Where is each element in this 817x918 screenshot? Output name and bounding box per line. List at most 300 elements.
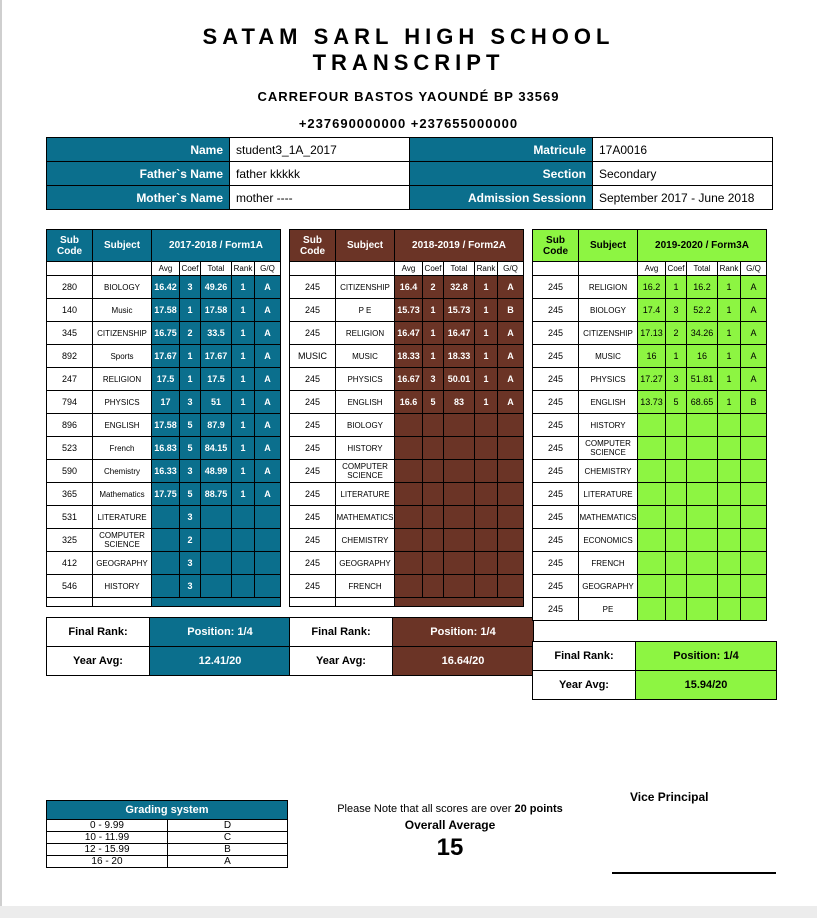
subject-code: 325: [47, 529, 93, 552]
avg-cell: 16.42: [152, 276, 180, 299]
subject-code: 245: [290, 391, 336, 414]
gq-cell: [741, 437, 767, 460]
gq-cell: [741, 506, 767, 529]
school-phones: +237690000000 +237655000000: [298, 116, 519, 131]
total-cell: [444, 437, 475, 460]
total-cell: 84.15: [201, 437, 232, 460]
avg-cell: 16.67: [395, 368, 423, 391]
gq-cell: A: [255, 368, 281, 391]
subject-code: 245: [290, 506, 336, 529]
subject-code: 245: [533, 276, 579, 299]
total-cell: 16.2: [687, 276, 718, 299]
total-cell: 88.75: [201, 483, 232, 506]
rank-cell: 1: [718, 322, 741, 345]
subject-name: MATHEMATICS: [336, 506, 395, 529]
coef-cell: [423, 437, 444, 460]
subject-name: ENGLISH: [579, 391, 638, 414]
gq-header: G/Q: [498, 262, 524, 276]
total-cell: 15.73: [444, 299, 475, 322]
matricule-value: 17A0016: [593, 138, 773, 162]
rank-cell: 1: [232, 276, 255, 299]
grade-letter: A: [168, 856, 288, 868]
grade-letter: B: [168, 844, 288, 856]
subject-name: PHYSICS: [336, 368, 395, 391]
gq-cell: [255, 506, 281, 529]
subject-name: RELIGION: [93, 368, 152, 391]
avg-cell: 18.33: [395, 345, 423, 368]
total-cell: [687, 598, 718, 621]
table-row: [290, 437, 524, 460]
rank-cell: [718, 598, 741, 621]
admission-value: September 2017 - June 2018: [593, 186, 773, 210]
rank-cell: 1: [475, 345, 498, 368]
subject-code: 245: [533, 529, 579, 552]
rank-cell: 1: [475, 368, 498, 391]
table-row: [47, 437, 281, 460]
document-title: TRANSCRIPT: [312, 50, 505, 75]
rank-header: Rank: [232, 262, 255, 276]
total-cell: 18.33: [444, 345, 475, 368]
rank-cell: 1: [232, 345, 255, 368]
subject-code: 245: [290, 276, 336, 299]
total-cell: [444, 460, 475, 483]
subject-code: 245: [533, 483, 579, 506]
total-cell: [444, 552, 475, 575]
coef-cell: 1: [666, 345, 687, 368]
blank-cell: [47, 598, 93, 607]
total-cell: 50.01: [444, 368, 475, 391]
subject-name: ENGLISH: [93, 414, 152, 437]
total-cell: [687, 437, 718, 460]
table-row: [47, 575, 281, 598]
gq-cell: B: [741, 391, 767, 414]
gq-cell: [498, 529, 524, 552]
total-cell: 34.26: [687, 322, 718, 345]
table-row: [290, 506, 524, 529]
blank-cell: [395, 598, 524, 607]
gq-cell: [498, 506, 524, 529]
table-row: [47, 299, 281, 322]
subject-code: 245: [290, 322, 336, 345]
coef-cell: [423, 414, 444, 437]
table-row: [533, 506, 767, 529]
subject-name: CHEMISTRY: [336, 529, 395, 552]
father-value: father kkkkk: [230, 162, 410, 186]
avg-cell: [152, 529, 180, 552]
rank-cell: [718, 460, 741, 483]
avg-cell: [395, 460, 423, 483]
subject-code: 245: [533, 414, 579, 437]
subject-name: COMPUTER SCIENCE: [336, 460, 395, 483]
avg-cell: [395, 483, 423, 506]
blank-cell: [290, 262, 336, 276]
avg-cell: 17.13: [638, 322, 666, 345]
coef-cell: 3: [666, 299, 687, 322]
gq-cell: A: [255, 276, 281, 299]
grade-range: 10 - 11.99: [47, 832, 168, 844]
gq-cell: [255, 575, 281, 598]
table-row: [47, 552, 281, 575]
subject-name: LITERATURE: [336, 483, 395, 506]
blank-cell: [47, 262, 93, 276]
coef-cell: [423, 529, 444, 552]
coef-cell: 5: [180, 414, 201, 437]
table-row: [47, 460, 281, 483]
overall-average-label: Overall Average: [404, 818, 496, 832]
coef-cell: 3: [180, 460, 201, 483]
coef-cell: [666, 506, 687, 529]
blank-cell: [336, 262, 395, 276]
name-label: Name: [47, 138, 230, 162]
grade-range: 12 - 15.99: [47, 844, 168, 856]
score-note-bold: 20 points: [514, 803, 563, 815]
gq-cell: [741, 414, 767, 437]
coef-cell: 1: [180, 368, 201, 391]
subject-code: 365: [47, 483, 93, 506]
rank-header: Rank: [718, 262, 741, 276]
coef-cell: [423, 552, 444, 575]
year-avg-value: 16.64/20: [393, 647, 534, 676]
avg-cell: 17.27: [638, 368, 666, 391]
table-row: [533, 483, 767, 506]
avg-cell: [638, 575, 666, 598]
section-label: Section: [410, 162, 593, 186]
avg-cell: 16.6: [395, 391, 423, 414]
rank-cell: 1: [718, 345, 741, 368]
total-cell: [444, 575, 475, 598]
rank-cell: [232, 529, 255, 552]
final-rank-value: Position: 1/4: [393, 618, 534, 647]
father-label: Father`s Name: [47, 162, 230, 186]
subject-name: LITERATURE: [93, 506, 152, 529]
avg-cell: 16.83: [152, 437, 180, 460]
subject-name: P E: [336, 299, 395, 322]
coef-cell: [666, 460, 687, 483]
table-row: [47, 368, 281, 391]
table-row: [47, 276, 281, 299]
subject-name: CITIZENSHIP: [579, 322, 638, 345]
total-cell: 33.5: [201, 322, 232, 345]
total-cell: 49.26: [201, 276, 232, 299]
avg-cell: [395, 437, 423, 460]
table-row: [290, 552, 524, 575]
school-address: CARREFOUR BASTOS YAOUNDÉ BP 33569: [257, 89, 560, 104]
subject-code: 892: [47, 345, 93, 368]
rank-cell: [475, 483, 498, 506]
rank-cell: [718, 529, 741, 552]
rank-cell: 1: [718, 276, 741, 299]
total-cell: 52.2: [687, 299, 718, 322]
subject-name: BIOLOGY: [336, 414, 395, 437]
mother-value: mother ----: [230, 186, 410, 210]
coef-cell: 3: [180, 575, 201, 598]
rank-cell: 1: [475, 391, 498, 414]
grade-letter: C: [168, 832, 288, 844]
gq-cell: [741, 552, 767, 575]
overall-average-value: 15: [436, 834, 464, 861]
total-cell: 32.8: [444, 276, 475, 299]
subject-name: Mathematics: [93, 483, 152, 506]
subject-name: Music: [93, 299, 152, 322]
table-row: [47, 414, 281, 437]
year-table-3: [532, 229, 767, 621]
table-row: [533, 322, 767, 345]
subject-name: RELIGION: [336, 322, 395, 345]
rank-cell: [718, 483, 741, 506]
subject-code: 245: [533, 598, 579, 621]
coef-cell: 1: [423, 345, 444, 368]
total-cell: 83: [444, 391, 475, 414]
rank-cell: [475, 506, 498, 529]
page-bottom-edge: [0, 906, 817, 918]
rank-cell: [718, 437, 741, 460]
table-row: [533, 391, 767, 414]
avg-cell: [395, 575, 423, 598]
table-row: [47, 391, 281, 414]
table-row: [47, 529, 281, 552]
rank-cell: 1: [232, 299, 255, 322]
total-cell: 87.9: [201, 414, 232, 437]
table-row: [290, 299, 524, 322]
subcode-header: Sub Code: [47, 230, 93, 262]
rank-cell: [475, 414, 498, 437]
avg-header: Avg: [152, 262, 180, 276]
rank-cell: [232, 575, 255, 598]
coef-cell: [666, 598, 687, 621]
gq-cell: A: [498, 345, 524, 368]
subject-code: 245: [533, 460, 579, 483]
gq-cell: [498, 414, 524, 437]
subject-name: HISTORY: [93, 575, 152, 598]
page-left-edge: [0, 0, 2, 918]
avg-cell: 16.47: [395, 322, 423, 345]
total-cell: [201, 575, 232, 598]
subject-name: COMPUTER SCIENCE: [579, 437, 638, 460]
rank-cell: 1: [232, 483, 255, 506]
subject-code: 245: [290, 414, 336, 437]
section-value: Secondary: [593, 162, 773, 186]
subject-code: 523: [47, 437, 93, 460]
subject-name: COMPUTER SCIENCE: [93, 529, 152, 552]
coef-cell: [666, 575, 687, 598]
coef-cell: [423, 483, 444, 506]
gq-cell: A: [255, 391, 281, 414]
total-cell: [687, 552, 718, 575]
subject-name: MATHEMATICS: [579, 506, 638, 529]
subject-name: CHEMISTRY: [579, 460, 638, 483]
total-header: Total: [201, 262, 232, 276]
year-summary-2: [289, 617, 534, 676]
table-row: [533, 529, 767, 552]
rank-cell: 1: [718, 299, 741, 322]
subject-name: Chemistry: [93, 460, 152, 483]
table-row: [533, 437, 767, 460]
rank-cell: [718, 552, 741, 575]
total-cell: 48.99: [201, 460, 232, 483]
gq-header: G/Q: [741, 262, 767, 276]
subject-code: 245: [533, 506, 579, 529]
grading-system-table: [46, 800, 288, 868]
total-cell: [444, 483, 475, 506]
signature-line: [612, 872, 776, 874]
table-row: [290, 414, 524, 437]
final-rank-label: Final Rank:: [290, 618, 393, 647]
subcode-header: Sub Code: [533, 230, 579, 262]
subject-code: 245: [533, 322, 579, 345]
rank-cell: [475, 575, 498, 598]
gq-cell: A: [741, 345, 767, 368]
student-info-table: [46, 137, 773, 210]
subject-code: 140: [47, 299, 93, 322]
rank-cell: [475, 437, 498, 460]
mother-label: Mother`s Name: [47, 186, 230, 210]
avg-cell: 16: [638, 345, 666, 368]
table-row: [290, 322, 524, 345]
gq-cell: A: [741, 322, 767, 345]
subject-code: 245: [533, 552, 579, 575]
final-rank-value: Position: 1/4: [150, 618, 291, 647]
avg-cell: [638, 483, 666, 506]
avg-cell: [638, 552, 666, 575]
avg-cell: 16.33: [152, 460, 180, 483]
coef-cell: [666, 529, 687, 552]
year-avg-value: 15.94/20: [636, 671, 777, 700]
year-summary-3: [532, 641, 777, 700]
subject-name: FRENCH: [579, 552, 638, 575]
avg-cell: 13.73: [638, 391, 666, 414]
total-cell: [444, 414, 475, 437]
table-row: [533, 460, 767, 483]
table-row: [533, 345, 767, 368]
subject-name: ECONOMICS: [579, 529, 638, 552]
name-value: student3_1A_2017: [230, 138, 410, 162]
grade-letter: D: [168, 820, 288, 832]
coef-cell: 2: [666, 322, 687, 345]
year-avg-label: Year Avg:: [47, 647, 150, 676]
table-row: [47, 322, 281, 345]
avg-cell: [638, 414, 666, 437]
subject-code: 794: [47, 391, 93, 414]
subject-name: GEOGRAPHY: [93, 552, 152, 575]
coef-cell: 3: [180, 506, 201, 529]
total-cell: [201, 529, 232, 552]
rank-cell: 1: [232, 391, 255, 414]
rank-cell: [232, 506, 255, 529]
gq-cell: A: [255, 299, 281, 322]
total-cell: 17.67: [201, 345, 232, 368]
avg-cell: 17.4: [638, 299, 666, 322]
gq-cell: A: [498, 368, 524, 391]
coef-cell: 3: [180, 391, 201, 414]
avg-cell: 17.58: [152, 414, 180, 437]
grade-range: 0 - 9.99: [47, 820, 168, 832]
blank-cell: [93, 262, 152, 276]
subject-code: 280: [47, 276, 93, 299]
total-cell: [687, 414, 718, 437]
avg-header: Avg: [395, 262, 423, 276]
subject-name: CITIZENSHIP: [93, 322, 152, 345]
gq-cell: [255, 529, 281, 552]
subject-name: Sports: [93, 345, 152, 368]
subject-header: Subject: [336, 230, 395, 262]
subject-name: HISTORY: [336, 437, 395, 460]
total-cell: [201, 506, 232, 529]
coef-cell: 5: [666, 391, 687, 414]
year-avg-label: Year Avg:: [290, 647, 393, 676]
table-row: [533, 414, 767, 437]
rank-header: Rank: [475, 262, 498, 276]
avg-cell: 17.5: [152, 368, 180, 391]
coef-cell: 2: [180, 322, 201, 345]
final-rank-value: Position: 1/4: [636, 642, 777, 671]
coef-cell: 3: [180, 276, 201, 299]
subject-name: French: [93, 437, 152, 460]
year-title: 2017-2018 / Form1A: [152, 230, 281, 262]
gq-cell: A: [255, 414, 281, 437]
subject-name: ENGLISH: [336, 391, 395, 414]
table-row: [533, 299, 767, 322]
gq-cell: A: [255, 345, 281, 368]
table-row: [290, 368, 524, 391]
rank-cell: 1: [232, 414, 255, 437]
avg-cell: [395, 552, 423, 575]
gq-cell: [741, 460, 767, 483]
rank-cell: 1: [475, 276, 498, 299]
avg-cell: [638, 529, 666, 552]
gq-cell: A: [255, 322, 281, 345]
total-cell: [444, 506, 475, 529]
avg-cell: [395, 529, 423, 552]
total-cell: [687, 575, 718, 598]
subject-code: 245: [290, 575, 336, 598]
avg-cell: [638, 598, 666, 621]
rank-cell: [232, 552, 255, 575]
blank-cell: [533, 262, 579, 276]
table-row: [533, 575, 767, 598]
coef-cell: 2: [423, 276, 444, 299]
avg-cell: 17: [152, 391, 180, 414]
grade-range: 16 - 20: [47, 856, 168, 868]
rank-cell: [718, 506, 741, 529]
gq-cell: [498, 575, 524, 598]
total-cell: 51.81: [687, 368, 718, 391]
avg-cell: [395, 414, 423, 437]
blank-cell: [579, 262, 638, 276]
coef-cell: [666, 414, 687, 437]
table-row: [47, 345, 281, 368]
final-rank-label: Final Rank:: [533, 642, 636, 671]
table-row: [533, 598, 767, 621]
total-cell: [687, 529, 718, 552]
avg-cell: [638, 506, 666, 529]
coef-cell: [666, 483, 687, 506]
subject-code: 896: [47, 414, 93, 437]
avg-cell: 16.2: [638, 276, 666, 299]
year-title: 2019-2020 / Form3A: [638, 230, 767, 262]
subject-code: 247: [47, 368, 93, 391]
year-table-1: [46, 229, 281, 607]
subject-name: FRENCH: [336, 575, 395, 598]
total-cell: 68.65: [687, 391, 718, 414]
total-cell: [687, 506, 718, 529]
subject-code: 245: [533, 368, 579, 391]
table-row: [290, 529, 524, 552]
total-cell: [201, 552, 232, 575]
total-cell: [687, 460, 718, 483]
rank-cell: 1: [718, 368, 741, 391]
subject-code: 245: [290, 368, 336, 391]
total-cell: [687, 483, 718, 506]
